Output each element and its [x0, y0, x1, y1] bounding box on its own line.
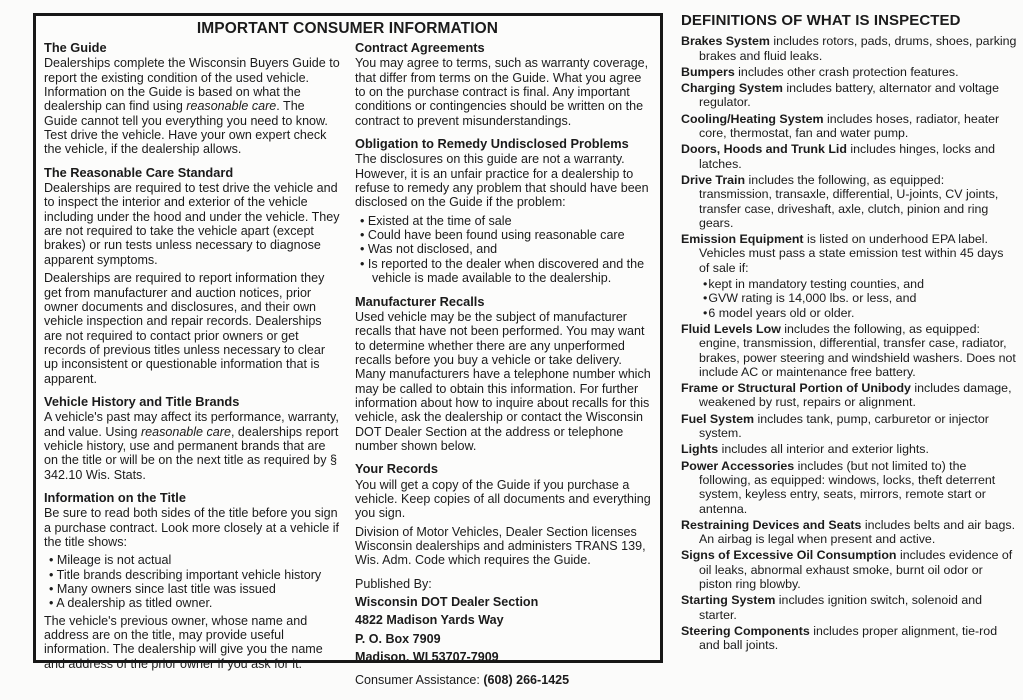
- section-heading: Obligation to Remedy Undisclosed Problems: [355, 136, 629, 152]
- bullet-text: kept in mandatory testing counties, and: [708, 277, 924, 292]
- publisher-block: [355, 577, 651, 665]
- bullet-text: Is reported to the dealer when discovered and the vehicle is made available to the dealership.: [367, 256, 645, 286]
- definition-text: includes battery, alternator and voltage regulator.: [699, 81, 999, 110]
- definition-text: includes tank, pump, carburetor or injector system.: [699, 411, 989, 441]
- definition-term: Drive Train: [681, 172, 746, 187]
- definition-text: includes other crash protection features.: [738, 64, 959, 79]
- bullet-text: A dealership as titled owner.: [56, 596, 213, 611]
- definition-entry: [681, 459, 1017, 516]
- bullet-list: [355, 214, 651, 286]
- definition-term: Emission Equipment: [681, 232, 804, 247]
- definition-term: Fuel System: [681, 411, 754, 426]
- section-heading: Vehicle History and Title Brands: [44, 393, 240, 409]
- definition-term: Restraining Devices and Seats: [681, 517, 862, 532]
- paragraph: Used vehicle may be the subject of manufacturer recalls that have not been performed. You may want to determine whether there are any unperformed recalls before you buy a vehicle or take delivery. Many manufacturers have a telephone number which may be called to obtain this information. For further information about how to inquire about recalls for this vehicle, ask the dealership or contact the Wisconsin DOT Dealer Section at the address or telephone number shown below.: [355, 309, 651, 453]
- paragraph: [44, 56, 340, 156]
- definition-text: includes the following, as equipped: transmission, transaxle, differential, U-joints, CV joints, transfer case, driveshaft, axle, clutch, pinion and ring gears.: [699, 172, 999, 230]
- paragraph: The vehicle's previous owner, whose name and address are on the title, may provide useful information. The dealership will give you the name and address of the prior owner if you ask for it.: [44, 613, 323, 671]
- section-reasonable-care: [44, 166, 340, 386]
- definition-entry: [681, 381, 1017, 410]
- bullet-item: • Mileage is not actual: [49, 553, 172, 568]
- bullet-item: • Title brands describing important vehicle history: [49, 567, 322, 582]
- bullet-text: Mileage is not actual: [56, 553, 172, 568]
- definition-term: Steering Components: [681, 623, 810, 638]
- definition-term: Signs of Excessive Oil Consumption: [681, 548, 897, 563]
- section-the-guide: [44, 41, 340, 157]
- section-your-records: [355, 462, 651, 567]
- paragraph-text: Dealerships complete the Wisconsin Buyers Guide to report the existing condition of the used vehicle. Information on the Guide is based on what the dealership can find using: [44, 56, 340, 114]
- consumer-info-columns: [44, 41, 651, 700]
- bullet-item: • kept in mandatory testing counties, and: [703, 277, 924, 292]
- definition-text: includes hoses, radiator, heater core, thermostat, fan and water pump.: [699, 111, 1000, 141]
- definition-entry: [681, 232, 1017, 275]
- bullet-list: [44, 553, 340, 610]
- definition-text: includes hinges, locks and latches.: [699, 142, 996, 171]
- definition-term: Fluid Levels Low: [681, 321, 781, 336]
- consumer-assistance-phone: (608) 266-1425: [483, 673, 570, 688]
- definition-term: Starting System: [681, 593, 776, 608]
- bullet-item: • Many owners since last title was issued: [49, 582, 276, 597]
- definitions-title: DEFINITIONS OF WHAT IS INSPECTED: [681, 12, 961, 29]
- bullet-item: • Is reported to the dealer when discovered and the vehicle is made available to the dealership.: [360, 256, 645, 286]
- paragraph: [44, 410, 340, 482]
- middle-column: [355, 41, 651, 700]
- publisher-city-state-zip: Madison, WI 53707-7909: [355, 650, 499, 665]
- definition-term: Lights: [681, 442, 719, 457]
- section-heading: Information on the Title: [44, 489, 186, 505]
- section-heading: Your Records: [355, 461, 438, 477]
- bullet-text: Title brands describing important vehicle history: [56, 567, 322, 582]
- bullet-text: Existed at the time of sale: [367, 213, 512, 228]
- bullet-item: • A dealership as titled owner.: [49, 596, 213, 611]
- paragraph: You may agree to terms, such as warranty coverage, that differ from terms on the Guide. What you agree to on the purchase contract is final. Any important conditions or contingencies should be written on the contract to prevent misunderstandings.: [355, 56, 649, 128]
- publisher-po-box: P. O. Box 7909: [355, 631, 441, 646]
- paragraph-text: A vehicle's past may affect its performance, warranty, and value. Using: [44, 410, 339, 439]
- definition-entry: [681, 65, 1017, 79]
- definition-term: Charging System: [681, 81, 783, 96]
- section-heading: The Reasonable Care Standard: [44, 164, 234, 180]
- paragraph: Be sure to read both sides of the title before you sign a purchase contract. Look more closely at a vehicle if the title shows:: [44, 506, 339, 549]
- definition-entry: [681, 593, 1017, 622]
- bullet-text: Was not disclosed, and: [367, 242, 498, 257]
- bullet-text: Many owners since last title was issued: [56, 582, 276, 597]
- definition-term: Doors, Hoods and Trunk Lid: [681, 142, 847, 157]
- definition-text: includes proper alignment, tie-rod and ball joints.: [699, 623, 998, 653]
- published-by-label: Published By:: [355, 576, 432, 591]
- bullet-text: Could have been found using reasonable care: [367, 228, 625, 243]
- definition-entry: [681, 412, 1017, 441]
- definition-entry: [681, 624, 1017, 653]
- italic-phrase: reasonable care: [140, 424, 231, 439]
- italic-phrase: reasonable care: [186, 99, 277, 114]
- definition-text: includes ignition switch, solenoid and starter.: [699, 593, 982, 622]
- paragraph-text: , dealerships report vehicle history, use and permanent brands that are on the title or will be on the next title as required by § 342.10 Wis. Stats.: [44, 424, 339, 482]
- definition-term: Cooling/Heating System: [681, 111, 824, 126]
- definition-entry: [681, 173, 1017, 230]
- paragraph: Dealerships are required to report information they get from manufacturer and auction notices, prior owner documents and disclosures, and their own vehicle inspection and repair records. Dealerships are not required to contact prior owners or get records of previous titles unless necessary to clear up inconsistent or questionable information that is apparent.: [44, 271, 326, 386]
- definition-entry: [681, 518, 1017, 547]
- bullet-text: GVW rating is 14,000 lbs. or less, and: [708, 291, 917, 306]
- definition-text: includes the following, as equipped: engine, transmission, differential, transfer case, radiator, brakes, power steering and windshield washers. Does not include AC or maintenance free battery.: [699, 321, 1016, 379]
- definition-text: includes all interior and exterior lights.: [721, 442, 929, 457]
- definition-entry: [681, 548, 1017, 591]
- paragraph: Division of Motor Vehicles, Dealer Section licenses Wisconsin dealerships and administers TRANS 139, Wis. Adm. Code which requires the Guide.: [355, 524, 646, 568]
- bullet-item: • Existed at the time of sale: [360, 213, 512, 228]
- bullet-item: • Could have been found using reasonable care: [360, 228, 625, 243]
- definition-bullet-list: [681, 277, 1017, 320]
- definition-text: includes (but not limited to) the following, as equipped: windows, locks, theft deterrent system, keyless entry, seats, mirrors, remote start or antenna.: [699, 458, 996, 516]
- section-contract-agreements: [355, 41, 651, 128]
- section-vehicle-history: [44, 395, 340, 482]
- bullet-text: 6 model years old or older.: [708, 305, 855, 320]
- paragraph: The disclosures on this guide are not a warranty. However, it is an unfair practice for a dealership to refuse to remedy any problem that should have been disclosed on the Guide if the problem:: [355, 152, 649, 210]
- definition-entry: [681, 322, 1017, 379]
- consumer-assistance-label: Consumer Assistance:: [355, 673, 480, 688]
- definition-term: Brakes System: [681, 34, 770, 49]
- section-manufacturer-recalls: [355, 295, 651, 454]
- definition-term: Frame or Structural Portion of Unibody: [681, 381, 911, 396]
- consumer-assistance-line: [355, 673, 651, 687]
- consumer-info-title: IMPORTANT CONSUMER INFORMATION: [196, 20, 499, 37]
- definition-text: includes belts and air bags. An airbag is legal when present and active.: [699, 517, 1016, 547]
- definition-term: Power Accessories: [681, 458, 795, 473]
- definition-term: Bumpers: [681, 64, 735, 79]
- publisher-street: 4822 Madison Yards Way: [355, 613, 504, 628]
- definition-entry: [681, 442, 1017, 456]
- definition-entry: [681, 34, 1017, 63]
- definition-entry: [681, 142, 1017, 171]
- definition-text: is listed on underhood EPA label. Vehicles must pass a state emission test within 45 days of sale if:: [699, 232, 1004, 275]
- section-heading: The Guide: [44, 40, 107, 55]
- section-heading: Manufacturer Recalls: [355, 293, 485, 309]
- bullet-item: • 6 model years old or older.: [703, 305, 855, 320]
- section-heading: Contract Agreements: [355, 40, 485, 55]
- definitions-column: [681, 14, 1017, 654]
- definition-entry: [681, 112, 1017, 141]
- left-column: [44, 41, 340, 700]
- definition-text: includes damage, weakened by rust, repairs or alignment.: [699, 381, 1012, 410]
- definition-text: includes rotors, pads, drums, shoes, parking brakes and fluid leaks.: [699, 34, 1017, 63]
- section-title-info: [44, 491, 340, 671]
- consumer-info-box: [33, 13, 663, 688]
- paragraph-text: . The Guide cannot tell you everything you need to know. Test drive the vehicle. Have your own expert check the vehicle, if the dealership allows.: [44, 99, 328, 157]
- bullet-item: • GVW rating is 14,000 lbs. or less, and: [703, 291, 917, 306]
- paragraph: You will get a copy of the Guide if you purchase a vehicle. Keep copies of all documents and everything you sign.: [355, 477, 651, 521]
- definition-entry: [681, 81, 1017, 110]
- section-obligation-remedy: [355, 137, 651, 285]
- bullet-item: • Was not disclosed, and: [360, 242, 498, 257]
- definition-text: includes evidence of oil leaks, abnormal exhaust smoke, burnt oil odor or piston ring blowby.: [699, 548, 1013, 591]
- publisher-name: Wisconsin DOT Dealer Section: [355, 595, 539, 610]
- paragraph: Dealerships are required to test drive the vehicle and to inspect the interior and exterior of the vehicle including under the hood and under the vehicle. They are not required to take the vehicle apart (except brakes) or run tests unless necessary to diagnose apparent symptoms.: [44, 181, 340, 267]
